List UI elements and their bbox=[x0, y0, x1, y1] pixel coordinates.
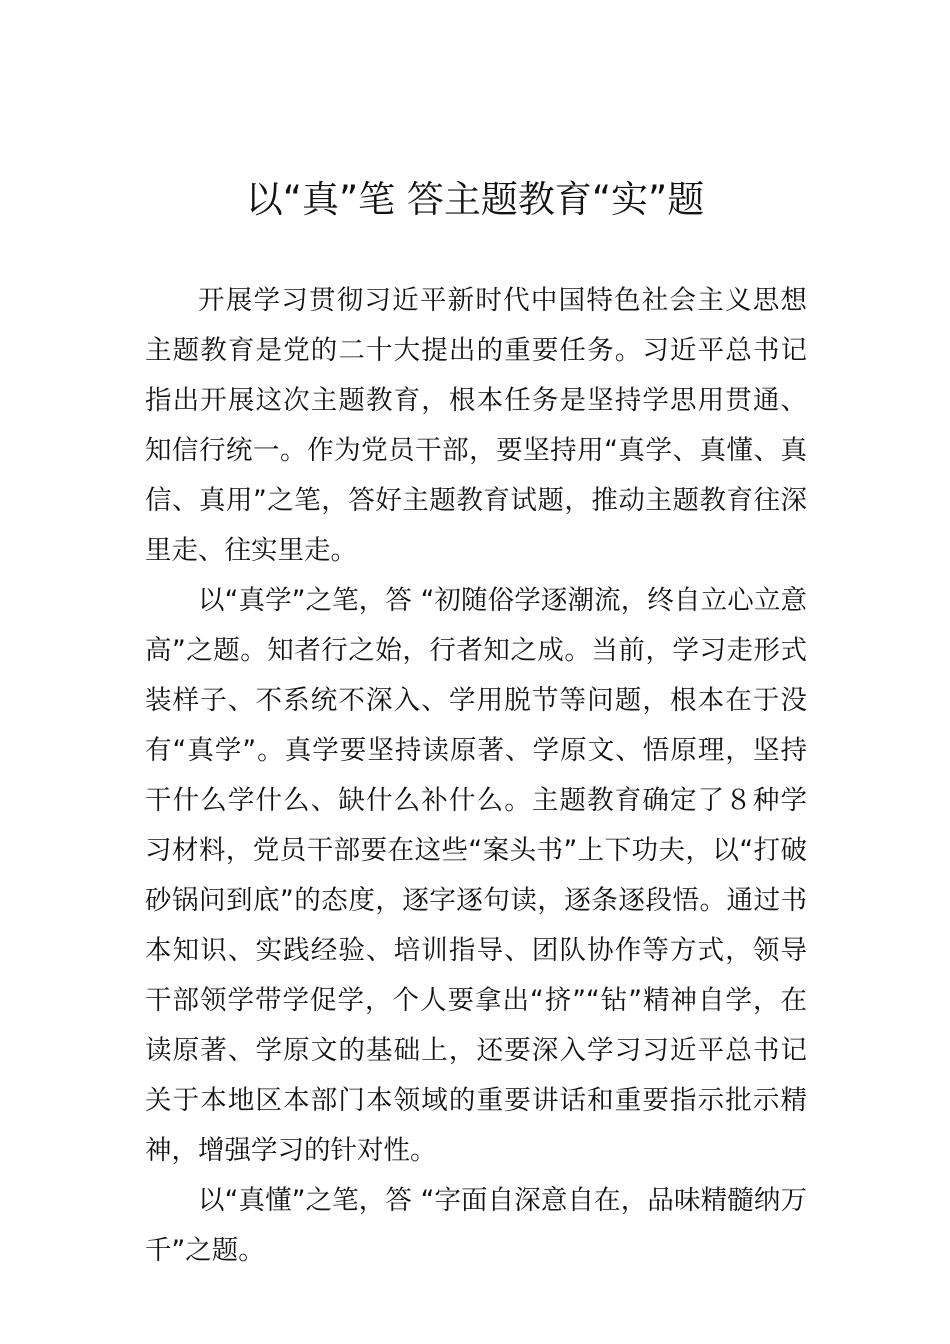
document-body bbox=[145, 276, 807, 1276]
paragraph-zhen-dong: 以“真懂”之笔，答 “字面自深意自在，品味精髓纳万千”之题。 bbox=[145, 1185, 807, 1266]
paragraph-intro: 开展学习贯彻习近平新时代中国特色社会主义思想主题教育是党的二十大提出的重要任务。习近平总书记指出开展这次主题教育，根本任务是坚持学思用贯通、知信行统一。作为党员干部，要坚持用“真学、真懂、真信、真用”之笔，答好主题教育试题，推动主题教育往深里走、往实里走。 bbox=[145, 285, 807, 566]
document-title: 以“真”笔 答主题教育“实”题 bbox=[245, 178, 705, 221]
paragraph-zhen-xue: 以“真学”之笔，答 “初随俗学逐潮流，终自立心立意高”之题。知者行之始，行者知之成。当前，学习走形式装样子、不系统不深入、学用脱节等问题，根本在于没有“真学”。真学要坚持读原著、学原文、悟原理，坚持干什么学什么、缺什么补什么。主题教育确定了８种学习材料，党员干部要在这些“案头书”上下功夫，以“打破砂锅问到底”的态度，逐字逐句读，逐条逐段悟。通过书本知识、实践经验、培训指导、团队协作等方式，领导干部领学带学促学，个人要拿出“挤”“钻”精神自学，在读原著、学原文的基础上，还要深入学习习近平总书记关于本地区本部门本领域的重要讲话和重要指示批示精神，增强学习的针对性。 bbox=[145, 585, 807, 1166]
